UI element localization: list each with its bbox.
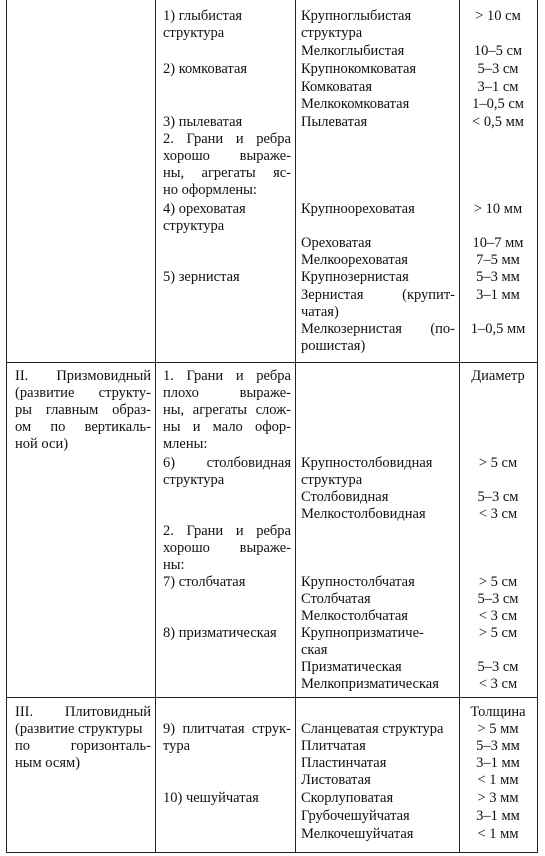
column-divider [295, 0, 296, 853]
size-value: > 5 см [478, 625, 518, 641]
structure-name: Сланцеватая структура [301, 721, 444, 737]
group-description: но оформлены: [163, 182, 257, 198]
structure-name: Скорлуповатая [301, 790, 394, 806]
size-value: 5–3 см [477, 591, 519, 607]
structure-name: Мелкоглыбистая [301, 43, 405, 59]
structure-name: Ореховатая [301, 235, 372, 251]
group-description: 2. Грани и ребра [163, 523, 291, 539]
structure-name: Крупностолбчатая [301, 574, 415, 590]
subtype-label: 9) плитчатая струк- [163, 721, 291, 737]
size-value: 10–5 см [473, 43, 523, 59]
size-value: 1–0,5 мм [470, 321, 526, 337]
size-value: < 1 мм [477, 826, 519, 842]
group-description: ны, агрегаты слож- [163, 402, 291, 418]
structure-name: Крупнокомковатая [301, 61, 417, 77]
row-divider [6, 362, 538, 363]
size-value: 5–3 мм [476, 738, 520, 754]
subtype-label: 7) столбчатая [163, 574, 246, 590]
size-value: < 3 см [478, 506, 518, 522]
structure-name: Столбовидная [301, 489, 389, 505]
group-description: ны, агрегаты яс- [163, 165, 291, 181]
subtype-label: 8) призматическая [163, 625, 277, 641]
structure-name: Мелкостолбчатая [301, 608, 408, 624]
structure-name: Крупнозернистая [301, 269, 409, 285]
subtype-label: 5) зернистая [163, 269, 240, 285]
structure-name: Плитчатая [301, 738, 366, 754]
group-description: 1. Грани и ребра [163, 368, 291, 384]
size-value: < 0,5 мм [472, 114, 524, 130]
size-value: > 3 мм [477, 790, 519, 806]
group-description: ны: [163, 557, 185, 573]
row-divider [6, 697, 538, 698]
size-value: < 3 см [478, 676, 518, 692]
group-description: млены: [163, 436, 208, 452]
structure-name: чатая) [301, 304, 339, 320]
structure-name: Крупнопризматиче- [301, 625, 424, 641]
structure-name: структура [301, 25, 363, 41]
structure-name: Крупноореховатая [301, 201, 415, 217]
subtype-label: 2) комковатая [163, 61, 248, 77]
size-value: 5–3 см [477, 659, 519, 675]
subtype-label: структура [163, 472, 225, 488]
size-value: 3–1 мм [476, 808, 520, 824]
structure-name: Грубочешуйчатая [301, 808, 410, 824]
structure-name: структура [301, 472, 363, 488]
subtype-label: 10) чешуйчатая [163, 790, 259, 806]
structure-type: ной оси) [15, 436, 69, 452]
structure-name: Мелкозернистая (по- [301, 321, 455, 337]
size-value: > 5 мм [477, 721, 519, 737]
subtype-label: структура [163, 25, 225, 41]
size-value: 3–1 мм [476, 287, 520, 303]
size-value: 5–3 см [477, 489, 519, 505]
size-value: 1–0,5 см [472, 96, 524, 112]
subtype-label: 3) пылеватая [163, 114, 243, 130]
size-value: 10–7 мм [472, 235, 524, 251]
structure-name: Комковатая [301, 79, 372, 95]
size-value: < 1 мм [477, 772, 519, 788]
subtype-label: 4) ореховатая [163, 201, 246, 217]
size-value: > 5 см [478, 455, 518, 471]
size-value: > 10 мм [473, 201, 523, 217]
structure-type: (развитие структу- [15, 385, 151, 401]
structure-name: Мелкокомковатая [301, 96, 410, 112]
structure-name: Мелкочешуйчатая [301, 826, 414, 842]
size-header: Диаметр [471, 368, 525, 384]
size-value: < 3 см [478, 608, 518, 624]
structure-type: ным осям) [15, 755, 81, 771]
structure-name: Призматическая [301, 659, 402, 675]
group-description: плохо выраже- [163, 385, 291, 401]
structure-type: II. Призмовидный [15, 368, 151, 384]
size-header: Толщина [470, 704, 526, 720]
structure-name: Столбчатая [301, 591, 371, 607]
structure-type: ом по вертикаль- [15, 419, 151, 435]
size-value: > 10 см [475, 8, 521, 24]
size-value: 3–1 см [477, 79, 519, 95]
subtype-label: 1) глыбистая [163, 8, 243, 24]
structure-type: (развитие структуры [15, 721, 143, 737]
structure-name: Мелкопризматическая [301, 676, 439, 692]
column-divider [155, 0, 156, 853]
group-description: 2. Грани и ребра [163, 131, 291, 147]
structure-name: рошистая) [301, 338, 366, 354]
structure-type: ры главным образ- [15, 402, 151, 418]
subtype-label: 6) столбовидная [163, 455, 291, 471]
group-description: хорошо выраже- [163, 148, 291, 164]
structure-name: Пылеватая [301, 114, 368, 130]
structure-type: по горизонталь- [15, 738, 151, 754]
structure-name: Мелкоореховатая [301, 252, 408, 268]
structure-type: III. Плитовидный [15, 704, 151, 720]
size-value: 5–3 мм [476, 269, 520, 285]
subtype-label: тура [163, 738, 191, 754]
structure-name: Зернистая (крупит- [301, 287, 455, 303]
structure-name: ская [301, 642, 328, 658]
structure-name: Крупностолбовидная [301, 455, 433, 471]
subtype-label: структура [163, 218, 225, 234]
structure-name: Крупноглыбистая [301, 8, 412, 24]
structure-name: Пластинчатая [301, 755, 387, 771]
size-value: 3–1 мм [476, 755, 520, 771]
group-description: ны и мало офор- [163, 419, 291, 435]
group-description: хорошо выраже- [163, 540, 291, 556]
size-value: 5–3 см [477, 61, 519, 77]
structure-name: Листоватая [301, 772, 371, 788]
size-value: > 5 см [478, 574, 518, 590]
structure-name: Мелкостолбовидная [301, 506, 426, 522]
size-value: 7–5 мм [476, 252, 520, 268]
